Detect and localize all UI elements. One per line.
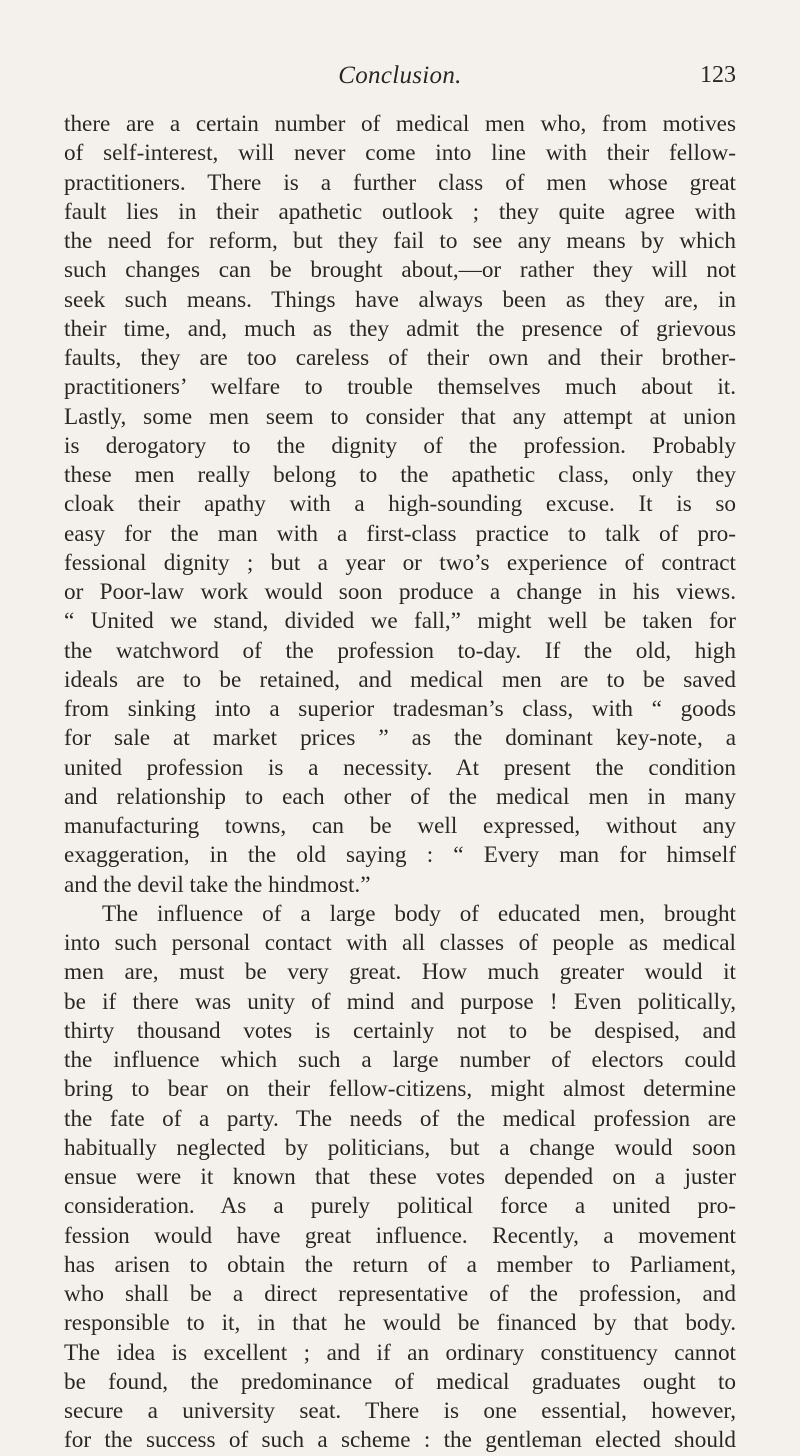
text-line: united profession is a necessity. At present the condition <box>64 754 736 781</box>
text-line: Lastly, some men seem to consider that any attempt at union <box>64 403 736 430</box>
text-line: the need for reform, but they fail to see any means by which <box>64 228 736 254</box>
text-line: for sale at market prices ” as the dominant key-note, a <box>64 725 736 752</box>
text-line: bring to bear on their fellow-citizens, might almost determine <box>64 1076 736 1103</box>
text-line: who shall be a direct representative of the profession, and <box>64 1281 736 1307</box>
paragraph-end-line: and the devil take the hindmost.” <box>64 871 371 898</box>
text-line: the fate of a party. The needs of the medical profession are <box>64 1105 736 1132</box>
text-line: or Poor-law work would soon produce a change in his views. <box>64 579 736 605</box>
text-line: such changes can be brought about,—or rather they will not <box>64 257 736 284</box>
text-line: The idea is excellent ; and if an ordinary constituency cannot <box>64 1339 736 1366</box>
text-line: consideration. As a purely political force a united pro- <box>64 1193 736 1220</box>
text-line: habitually neglected by politicians, but a change would soon <box>64 1134 736 1161</box>
text-line: is derogatory to the dignity of the profession. Probably <box>64 432 736 459</box>
text-line: be if there was unity of mind and purpose ! Even politically, <box>64 988 736 1015</box>
paragraph-start-line: The influence of a large body of educated men, brought <box>102 900 736 927</box>
text-line: there are a certain number of medical men who, from motives <box>64 111 736 137</box>
text-line: these men really belong to the apathetic class, only they <box>64 462 736 488</box>
text-line: practitioners. There is a further class of men whose great <box>64 169 736 196</box>
text-line: exaggeration, in the old saying : “ Every man for himself <box>64 842 736 869</box>
text-line: be found, the predominance of medical graduates ought to <box>64 1368 736 1395</box>
running-title: Conclusion. <box>338 62 462 89</box>
text-line: fault lies in their apathetic outlook ; they quite agree with <box>64 198 736 225</box>
page-header <box>64 56 736 96</box>
text-line: responsible to it, in that he would be financed by that body. <box>64 1310 736 1337</box>
text-line: the watchword of the profession to-day. If the old, high <box>64 637 736 664</box>
text-line: into such personal contact with all classes of people as medical <box>64 930 736 956</box>
text-line: fession would have great influence. Recently, a movement <box>64 1222 736 1249</box>
text-line: their time, and, much as they admit the presence of grievous <box>64 315 736 342</box>
text-line: faults, they are too careless of their own and their brother- <box>64 345 736 371</box>
text-line: manufacturing towns, can be well expressed, without any <box>64 813 736 839</box>
text-line: easy for the man with a first-class practice to talk of pro- <box>64 520 736 547</box>
page-number: 123 <box>700 62 736 88</box>
text-line: from sinking into a superior tradesman’s class, with “ goods <box>64 696 736 722</box>
body-text <box>64 110 736 1456</box>
text-line: seek such means. Things have always been as they are, in <box>64 286 736 313</box>
text-line: practitioners’ welfare to trouble themselves much about it. <box>64 374 736 401</box>
text-line: of self-interest, will never come into line with their fellow- <box>64 140 736 167</box>
text-line: has arisen to obtain the return of a member to Parliament, <box>64 1251 736 1278</box>
text-line: “ United we stand, divided we fall,” might well be taken for <box>64 608 736 635</box>
text-line: and relationship to each other of the medical men in many <box>64 783 736 810</box>
text-line: for the success of such a scheme : the gentleman elected should <box>64 1427 736 1454</box>
text-line: men are, must be very great. How much greater would it <box>64 959 736 986</box>
text-line: secure a university seat. There is one essential, however, <box>64 1398 736 1424</box>
text-line: cloak their apathy with a high-sounding excuse. It is so <box>64 491 736 518</box>
text-line: ideals are to be retained, and medical men are to be saved <box>64 666 736 693</box>
text-line: ensue were it known that these votes depended on a juster <box>64 1164 736 1190</box>
text-line: thirty thousand votes is certainly not to be despised, and <box>64 1017 736 1044</box>
text-line: the influence which such a large number of electors could <box>64 1047 736 1073</box>
text-line: fessional dignity ; but a year or two’s experience of contract <box>64 549 736 576</box>
